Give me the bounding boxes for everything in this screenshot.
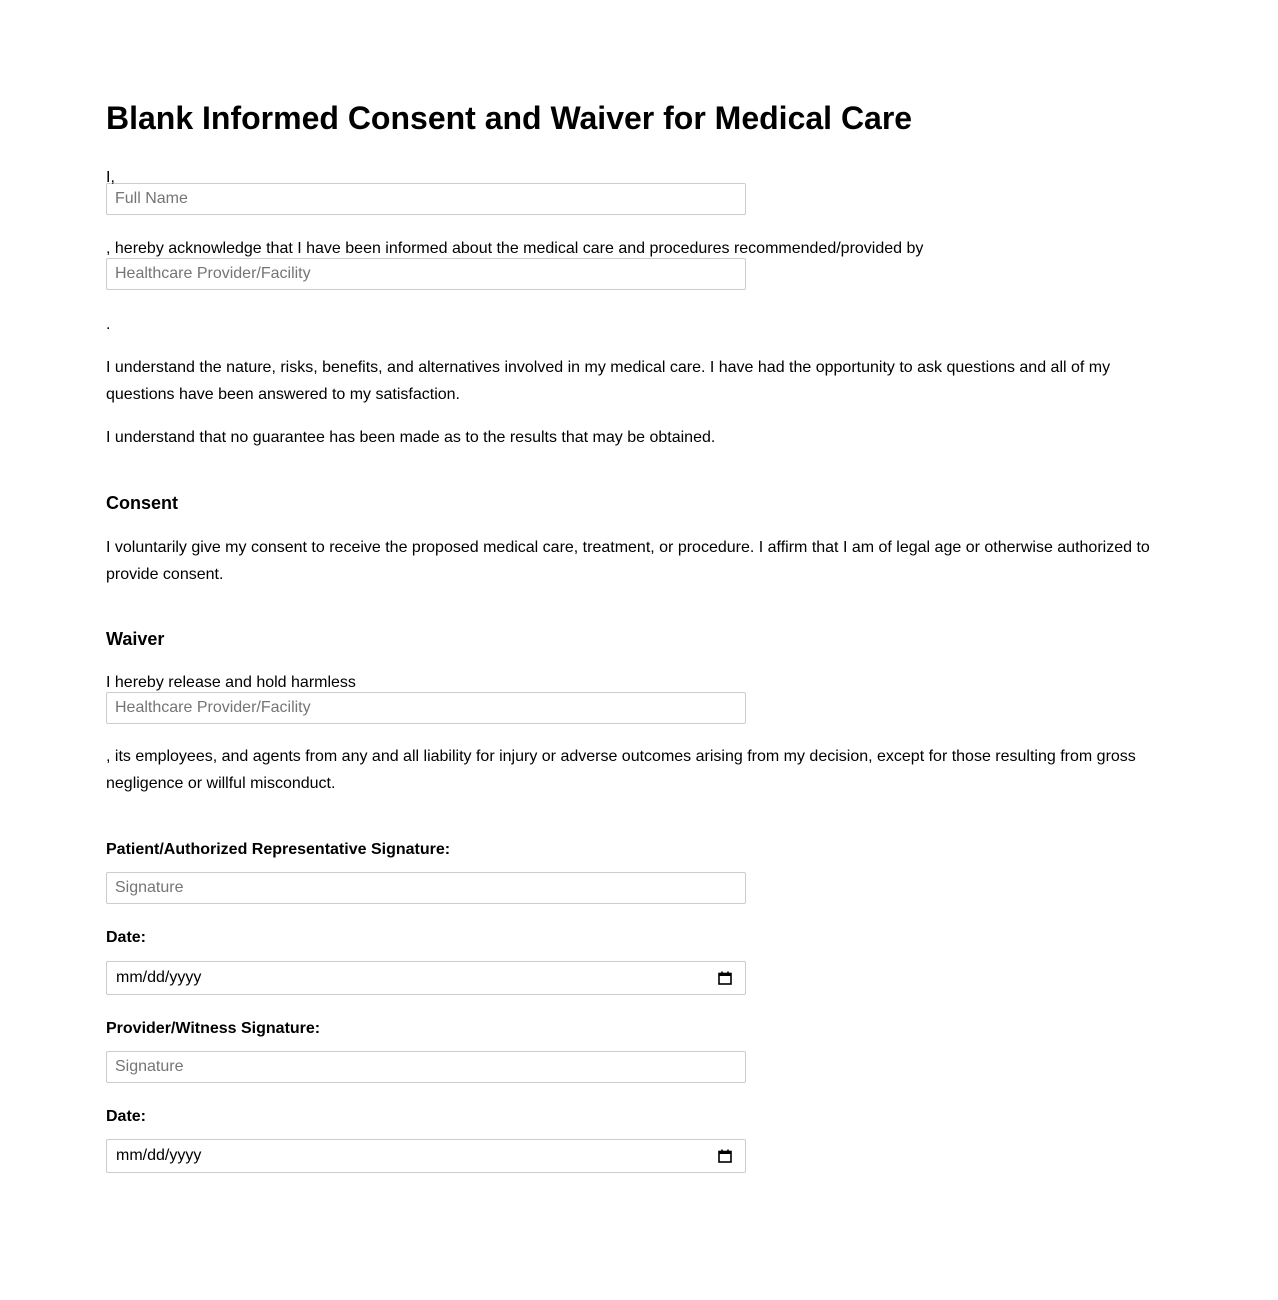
patient-date-label: Date: [106, 929, 147, 946]
period-text: . [106, 316, 111, 333]
provider-signature-label: Provider/Witness Signature: [106, 1020, 321, 1037]
page-title: Blank Informed Consent and Waiver for Medical Care [106, 100, 913, 136]
acknowledge-text: , hereby acknowledge that I have been informed about the medical care and procedures recommended/provided by [106, 240, 924, 257]
patient-date-value: mm/dd/yyyy [116, 969, 202, 986]
healthcare-provider-input[interactable] [106, 258, 746, 290]
patient-signature-input[interactable] [106, 872, 746, 904]
provider-signature-input[interactable] [106, 1051, 746, 1083]
waiver-heading: Waiver [106, 629, 165, 649]
waiver-provider-input[interactable] [106, 692, 746, 724]
no-guarantee-paragraph: I understand that no guarantee has been made as to the results that may be obtained. [106, 429, 716, 446]
understand-paragraph: I understand the nature, risks, benefits, and alternatives involved in my medical care. I have had the opportunity to ask questions and all of my questions have been answered to my satisfaction. [106, 359, 1111, 403]
consent-paragraph: I voluntarily give my consent to receive the proposed medical care, treatment, or procedure. I affirm that I am of legal age or otherwise authorized to provide consent. [106, 539, 1150, 583]
provider-date-label: Date: [106, 1108, 147, 1125]
liability-paragraph: , its employees, and agents from any and all liability for injury or adverse outcomes arising from my decision, except for those resulting from gross negligence or willful misconduct. [106, 748, 1136, 792]
patient-signature-label: Patient/Authorized Representative Signature: [106, 841, 451, 858]
intro-prefix: I, [106, 169, 115, 186]
consent-heading: Consent [106, 493, 178, 513]
release-text: I hereby release and hold harmless [106, 674, 356, 691]
full-name-input[interactable] [106, 183, 746, 215]
provider-date-input[interactable] [106, 1139, 746, 1173]
calendar-icon[interactable] [718, 971, 732, 985]
patient-date-input[interactable] [106, 961, 746, 995]
calendar-icon[interactable] [718, 1149, 732, 1163]
provider-date-value: mm/dd/yyyy [116, 1147, 202, 1164]
